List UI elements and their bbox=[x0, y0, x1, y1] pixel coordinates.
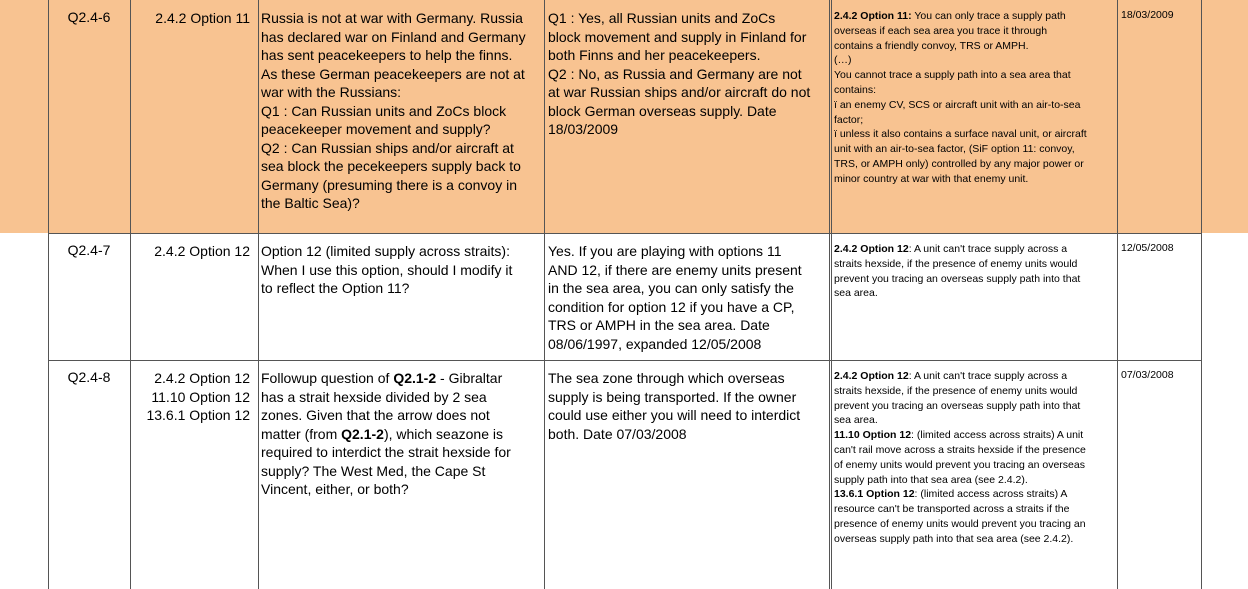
date: 12/05/2008 bbox=[1121, 242, 1174, 254]
rule-text: 2.4.2 Option 11: You can only trace a supply path overseas if each sea area you trace it through contains a friendly convoy, TRS or AMPH. (…) You cannot trace a supply path into a sea area that contains: ï an enemy CV, SCS or aircraft unit with an air-to-sea factor; ï unless it also contains a surface naval unit, or aircraft unit with an air-to-sea factor, (SiF option 11: convoy, TRS, or AMPH only) controlled by any major power or minor country at war with that enemy unit. bbox=[834, 10, 1087, 185]
question-text: Russia is not at war with Germany. Russia has declared war on Finland and Germany has sent peacekeepers to help the finns. As these German peacekeepers are not at war with the Russians: Q1 : Can Russian units and ZoCs block peacekeeper movement and supply? Q2 : Can Russian ships and/or aircraft at sea block the pecekeepers supply back to Germany (presuming there is a convoy in the Baltic Sea)? bbox=[261, 10, 526, 211]
column-divider bbox=[1117, 0, 1118, 589]
row-divider bbox=[48, 360, 1202, 361]
table-border-right bbox=[1201, 0, 1202, 589]
rule-reference: 2.4.2 Option 11 bbox=[155, 10, 250, 26]
faq-row bbox=[0, 360, 1248, 589]
rule-text: 2.4.2 Option 12: A unit can't trace supply across a straits hexside, if the presence of enemy units would prevent you tracing an overseas supply path into that sea area. bbox=[834, 243, 1081, 300]
answer-text: Yes. If you are playing with options 11 AND 12, if there are enemy units present in the sea area, you can only satisfy the condition for option 12 if you have a CP, TRS or AMPH in the sea area. Date 08/06/1997, expanded 12/05/2008 bbox=[548, 243, 802, 352]
column-divider bbox=[258, 0, 259, 589]
rule-text: 2.4.2 Option 12: A unit can't trace supply across a straits hexside, if the presence of enemy units would prevent you tracing an overseas supply path into that sea area. 11.10 Option 12: (limited access across straits) A unit can't rail move across a straits hexside if the presence of enemy units would prevent you tracing an overseas supply path into that sea area (see 2.4.2). 13.6.1 Option 12: (limited access across straits) A resource can't be transported across a straits if the presence of enemy units would prevent you tracing an overseas supply path into that sea area (see 2.4.2). bbox=[834, 370, 1086, 545]
rule-reference: 2.4.2 Option 12 bbox=[154, 243, 250, 259]
faq-row bbox=[0, 233, 1248, 360]
question-text: Option 12 (limited supply across straits): When I use this option, should I modify it to reflect the Option 11? bbox=[261, 243, 513, 296]
table-border-left bbox=[48, 0, 49, 589]
column-divider bbox=[829, 0, 832, 589]
column-divider bbox=[544, 0, 545, 589]
answer-text: Q1 : Yes, all Russian units and ZoCs block movement and supply in Finland for both Finns and her peacekeepers. Q2 : No, as Russia and Germany are not at war Russian ships and/or aircraft do not block German overseas supply. Date 18/03/2009 bbox=[548, 10, 811, 137]
question-id: Q2.4-6 bbox=[67, 9, 111, 25]
question-id: Q2.4-8 bbox=[67, 369, 111, 385]
answer-text: The sea zone through which overseas supply is being transported. If the owner could use either you will need to interdict both. Date 07/03/2008 bbox=[548, 370, 801, 442]
date: 18/03/2009 bbox=[1121, 9, 1174, 21]
rule-reference: 2.4.2 Option 12 11.10 Option 12 13.6.1 Option 12 bbox=[146, 370, 250, 423]
column-divider bbox=[130, 0, 131, 589]
row-divider bbox=[48, 233, 1202, 234]
faq-row bbox=[0, 0, 1248, 233]
question-id: Q2.4-7 bbox=[67, 242, 111, 258]
question-text: Followup question of Q2.1-2 - Gibraltar has a strait hexside divided by 2 sea zones. Given that the arrow does not matter (from Q2.1-2), which seazone is required to interdict the strait hexside for supply? The West Med, the Cape St Vincent, either, or both? bbox=[261, 370, 511, 497]
date: 07/03/2008 bbox=[1121, 369, 1174, 381]
